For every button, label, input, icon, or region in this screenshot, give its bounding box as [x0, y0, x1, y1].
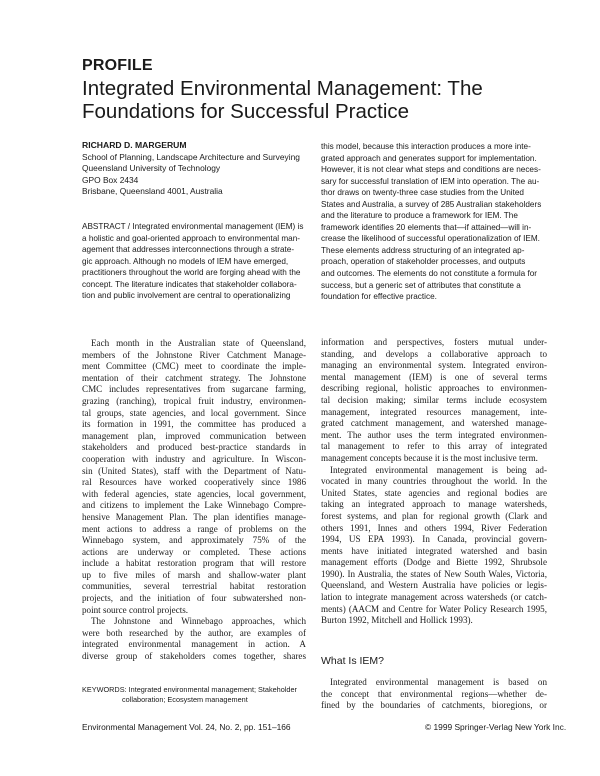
body-line: ment Committee (CMC) meet to coordinate the imple-: [82, 361, 306, 372]
abstract-line: proach, operation of stakeholder processes, and outputs: [321, 257, 526, 267]
abstract-line: this model, because this interaction produces a more inte-: [321, 142, 531, 151]
body-line: stakeholders and produced best-practice standards in: [82, 442, 306, 453]
body-line: include a habitat restoration program that will restore: [82, 558, 306, 569]
body-line: management efforts (Dodge and Biette 1992, Shrubsole: [321, 557, 547, 568]
title-line: Integrated Environmental Management: The: [82, 77, 483, 100]
body-line: grazing (ranching), tropical fruit industry, environmen-: [82, 395, 306, 406]
body-line: describing regional, holistic approaches to environmen-: [321, 383, 547, 394]
abstract-line: sary for successful translation of IEM into operation. The au-: [321, 176, 540, 186]
body-line: cooperation with industry and agriculture. In Wiscon-: [82, 453, 306, 464]
body-line: lation to integrate management across watersheds (or catch-: [321, 592, 547, 603]
body-line: ments have initiated integrated watershed and basin: [321, 545, 547, 556]
abstract-line: ABSTRACT / Integrated environmental management (IEM) is: [82, 222, 304, 231]
body-line: ment. The author uses the term integrated environmen-: [321, 429, 547, 440]
body-line: hensive Management Plan. The plan identifies manage-: [82, 511, 306, 522]
section-label: PROFILE: [82, 57, 153, 74]
author-block: [82, 140, 302, 198]
abstract-line: gic approach. Although no models of IEM have emerged,: [82, 256, 289, 266]
body-line: 1990). In Australia, the states of New South Wales, Victoria,: [321, 568, 547, 579]
abstract-line: foundation for effective practice.: [321, 292, 437, 302]
body-line: CMC includes representatives from sugarcane farming,: [82, 384, 306, 395]
body-line: with federal agencies, state agencies, local government,: [82, 488, 306, 499]
abstract-line: and outcomes. The elements do not constitute a formula for: [321, 269, 538, 279]
abstract-line: and the literature to produce a framework for IEM. The: [321, 211, 518, 221]
abstract-line: practitioners throughout the world are forging ahead with the: [82, 268, 301, 278]
body-line: management plan, improved communication between: [82, 430, 306, 441]
keywords: [82, 685, 307, 706]
author-name: RICHARD D. MARGERUM: [82, 140, 187, 150]
affiliation-line: Queensland University of Technology: [82, 163, 221, 174]
body-column-right-continued: [321, 677, 547, 712]
body-line: and citizens to implement the Lake Winnebago Compre-: [82, 500, 306, 511]
body-line: mentation of their catchment strategy. The Johnstone: [82, 372, 306, 383]
abstract-line: tion and public involvement are central to operationalizing: [82, 291, 291, 301]
body-line: communities, several terrestrial habitat restoration: [82, 581, 306, 592]
body-line: taking an integrated approach to manage watersheds,: [321, 499, 547, 510]
body-line: Integrated environmental management is based on: [330, 677, 547, 687]
body-line: ments) (AACM and Centre for Water Policy Research 1995,: [321, 603, 547, 614]
body-line: its formation in 1991, the committee has produced a: [82, 419, 306, 430]
body-line: United States, state agencies and regional bodies are: [321, 487, 547, 498]
body-line: diverse group of stakeholders comes together, shares: [82, 651, 306, 662]
body-line: tal decision making; similar terms include ecosystem: [321, 394, 547, 405]
body-line: management concepts because it is the most inclusive term.: [321, 452, 538, 463]
body-line: managing an environmental system. Integrated environ-: [321, 360, 547, 371]
body-line: tal management to refer to this array of integrated: [321, 441, 547, 452]
journal-citation: Environmental Management Vol. 24, No. 2, pp. 151–166: [82, 722, 291, 732]
body-line: tal groups, state agencies, and local government. Since: [82, 407, 306, 418]
keywords-line: KEYWORDS: Integrated environmental management; Stakeholder: [82, 685, 297, 694]
affiliation-line: GPO Box 2434: [82, 174, 139, 185]
body-line: 1994, US EPA 1993). In Canada, provincial govern-: [321, 534, 547, 545]
keywords-line: collaboration; Ecosystem management: [122, 695, 248, 705]
body-column-right: [321, 337, 547, 627]
body-line: grated catchment management, and watershed manage-: [321, 418, 547, 429]
body-column-left: [82, 338, 306, 663]
abstract-column-left: [82, 221, 306, 302]
affiliation-line: Brisbane, Queensland 4001, Australia: [82, 186, 223, 197]
abstract-line: However, it is not clear what steps and conditions are neces-: [321, 165, 541, 175]
body-line: were both researched by the author, are examples of: [82, 627, 306, 638]
abstract-line: agement that addresses interconnections through a strate-: [82, 245, 295, 255]
body-line: The Johnstone and Winnebago approaches, which: [91, 616, 306, 627]
affiliation-line: School of Planning, Landscape Architecture and Surveying: [82, 151, 300, 162]
article-title: [82, 77, 483, 123]
body-line: integrated environmental management in action. A: [82, 639, 306, 650]
body-line: Queensland, and Western Australia have policies or legis-: [321, 580, 547, 591]
body-line: others 1991, Innes and others 1994, River Federation: [321, 522, 547, 533]
body-line: Burton 1992, Mitchell and Hollick 1993).: [321, 615, 473, 626]
title-line: Foundations for Successful Practice: [82, 100, 410, 123]
body-line: point source control projects.: [82, 604, 189, 615]
section-heading: What Is IEM?: [321, 655, 385, 667]
body-line: ral Resources have worked cooperatively since 1986: [82, 477, 306, 488]
body-line: Each month in the Australian state of Queensland,: [91, 338, 306, 348]
body-line: sin (United States), staff with the Department of Natu-: [82, 465, 306, 476]
body-line: standing, and develops a collaborative approach to: [321, 348, 547, 359]
body-line: information and perspectives, fosters mutual under-: [321, 337, 547, 347]
body-line: the concept that environmental regions—whether de-: [321, 688, 547, 699]
body-line: members of the Johnstone River Catchment Manage-: [82, 349, 306, 360]
abstract-line: framework identifies 20 elements that—if attained—will in-: [321, 222, 532, 232]
body-line: actions are underway or completed. These actions: [82, 546, 306, 557]
body-line: Winnebago system, and approximately 75% of the: [82, 535, 306, 546]
body-line: ment actions to address a range of problems on the: [82, 523, 306, 534]
body-line: up to five miles of marsh and shallow-water plant: [82, 569, 306, 580]
abstract-line: success, but a generic set of attributes that constitute a: [321, 280, 521, 290]
copyright-notice: © 1999 Springer-Verlag New York Inc.: [425, 722, 567, 732]
abstract-line: a holistic and goal-oriented approach to environmental man-: [82, 233, 301, 243]
body-line: management, integrated resources management, inte-: [321, 406, 547, 417]
abstract-line: grated approach and generates support for implementation.: [321, 153, 537, 163]
abstract-line: concept. The literature indicates that stakeholder collabora-: [82, 279, 297, 289]
abstract-line: States and Australia, a survey of 285 Australian stakeholders: [321, 199, 542, 209]
body-line: forest systems, and plan for regional growth (Clark and: [321, 510, 547, 521]
abstract-line: These elements address structuring of an integrated ap-: [321, 245, 525, 255]
body-line: mental management (IEM) is one of several terms: [321, 371, 547, 382]
abstract-line: crease the likelihood of successful operationalization of IEM.: [321, 234, 540, 244]
abstract-column-right: [321, 141, 546, 303]
body-line: vocated in many countries throughout the world. In the: [321, 476, 547, 487]
body-line: Integrated environmental management is being ad-: [330, 464, 547, 475]
body-line: projects, and the initiation of four subwatershed non-: [82, 593, 306, 604]
body-line: fined by the boundaries of catchments, bioregions, or: [321, 700, 547, 711]
abstract-line: thor draws on twenty-three case studies from the United: [321, 188, 524, 198]
